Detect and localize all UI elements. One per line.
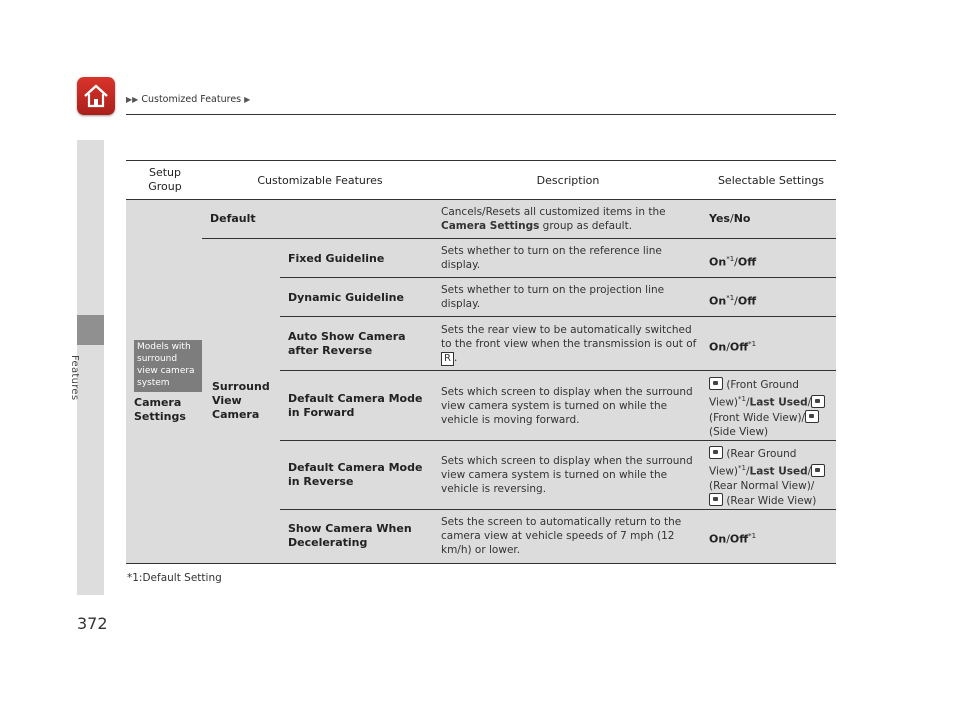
setting-on-off[interactable]: On$^{*1}$/Off bbox=[709, 294, 757, 308]
feature-show-camera-decelerating: Show Camera When Decelerating bbox=[288, 522, 412, 549]
side-view-icon bbox=[805, 410, 819, 423]
header-selectable-settings: Selectable Settings bbox=[717, 174, 825, 187]
row-divider bbox=[202, 238, 836, 239]
breadcrumb-link[interactable]: Customized Features bbox=[141, 94, 242, 105]
sidebar-label: Features bbox=[69, 355, 80, 401]
setting-on-off[interactable]: On/Off$^{*1}$ bbox=[709, 532, 757, 546]
row-divider bbox=[280, 370, 836, 371]
description: Sets the screen to automatically return to the camera view at vehicle speeds of 7 mph (12 km/h) or lower. bbox=[441, 516, 682, 556]
sidebar bbox=[77, 140, 104, 595]
breadcrumb bbox=[126, 94, 250, 105]
header-setup-group: Setup Group bbox=[148, 166, 182, 193]
row-divider bbox=[280, 509, 836, 510]
feature-default: Default bbox=[210, 212, 256, 225]
description: Sets whether to turn on the projection line display. bbox=[441, 284, 665, 310]
table-header-rule bbox=[126, 199, 836, 200]
description: Sets which screen to display when the surround view camera system is turned on while the vehicle is moving forward. bbox=[441, 386, 693, 426]
rear-wide-view-icon bbox=[709, 493, 723, 506]
setting-on-off[interactable]: On$^{*1}$/Off bbox=[709, 255, 757, 269]
header-rule bbox=[126, 114, 836, 115]
feature-default-camera-mode-reverse: Default Camera Mode in Reverse bbox=[288, 461, 423, 488]
description: Cancels/Resets all customized items in the Camera Settings group as default. bbox=[441, 206, 666, 232]
header-customizable-features: Customizable Features bbox=[257, 174, 383, 187]
row-divider bbox=[280, 316, 836, 317]
front-wide-view-icon bbox=[811, 395, 825, 408]
description: Sets the rear view to be automatically switched to the front view when the transmission is out of R . bbox=[441, 324, 697, 364]
group-camera-settings: Camera Settings bbox=[134, 396, 186, 423]
page-number: 372 bbox=[77, 614, 108, 633]
subgroup-surround-view-camera: Surround View Camera bbox=[212, 380, 270, 421]
setting-yes-no[interactable]: Yes/No bbox=[709, 212, 751, 225]
row-divider bbox=[280, 277, 836, 278]
header-description: Description bbox=[536, 174, 600, 187]
footnote: *1:Default Setting bbox=[127, 572, 222, 584]
feature-fixed-guideline: Fixed Guideline bbox=[288, 252, 385, 265]
sidebar-tab-features[interactable] bbox=[77, 315, 104, 345]
home-icon bbox=[82, 82, 110, 110]
breadcrumb-arrows: ▶▶ bbox=[126, 95, 139, 104]
model-badge: Models with surround view camera system bbox=[134, 340, 202, 392]
breadcrumb-arrow: ▶ bbox=[244, 95, 251, 104]
front-ground-view-icon bbox=[709, 377, 723, 390]
table-bottom-rule bbox=[126, 563, 836, 564]
rear-ground-view-icon bbox=[709, 446, 723, 459]
rear-normal-view-icon bbox=[811, 464, 825, 477]
setting-camera-view[interactable]: (Front Ground View)$^{*1}$/Last Used/ (Front Wide View)/ (Side View) bbox=[709, 377, 834, 439]
setting-on-off[interactable]: On/Off$^{*1}$ bbox=[709, 340, 757, 354]
description: Sets whether to turn on the reference line display. bbox=[441, 245, 662, 271]
setting-camera-view[interactable]: (Rear Ground View)$^{*1}$/Last Used/ (Rear Normal View)/ (Rear Wide View) bbox=[709, 446, 834, 508]
feature-default-camera-mode-forward: Default Camera Mode in Forward bbox=[288, 392, 423, 419]
feature-auto-show-camera: Auto Show Camera after Reverse bbox=[288, 330, 406, 357]
table-top-rule bbox=[126, 160, 836, 161]
description: Sets which screen to display when the surround view camera system is turned on while the vehicle is reversing. bbox=[441, 455, 693, 495]
gear-r-icon: R bbox=[441, 352, 454, 366]
feature-dynamic-guideline: Dynamic Guideline bbox=[288, 291, 404, 304]
row-divider bbox=[280, 440, 836, 441]
home-button[interactable] bbox=[77, 77, 115, 115]
